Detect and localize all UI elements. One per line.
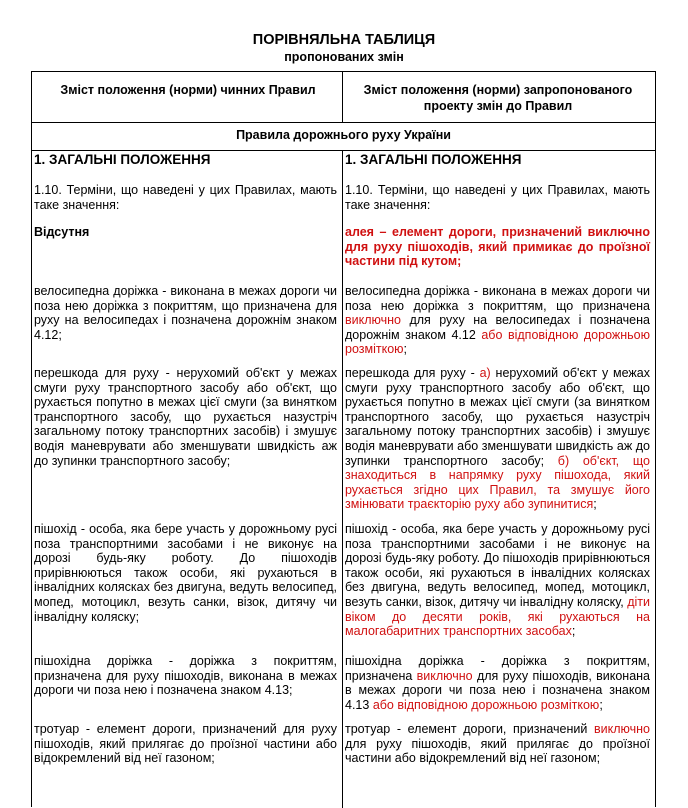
obstacle-added-b: б) об'єкт, що знаходиться в напрямку руху пішохода, який рухається згідно цих Правил, та змушує його змінювати траєкторію руху або зупинитися [345,453,650,512]
left-cell-footpath: пішохідна доріжка - доріжка з покриттям, призначена для руху пішоходів, виконана в межах дороги чи поза нею і позначена знаком 4.13; [34,654,337,698]
bicycle-path-added-exclusive: виключно [345,313,401,328]
right-cell-terms-intro: 1.10. Терміни, що наведені у цих Правилах, мають таке значення: [345,183,650,212]
left-cell-pedestrian: пішохід - особа, яка бере участь у дорожньому русі поза транспортними засобами і не виконує на дорозі будь-яку роботу. До пішоходів прирівнюються також особи, які рухаються в інвалідних колясках без двигуна, ведуть велосипед, мопед, мотоцикл, везуть санки, візок, дитячу чи інвалідну коляску; [34,522,337,624]
bicycle-path-added-marking: або відповідною дорожньою розміткою [345,327,650,357]
left-cell-bicycle-path: велосипедна доріжка - виконана в межах дороги чи поза нею доріжка з покриттям, що призначена для руху на велосипедах і позначена дорожнім знаком 4.12; [34,284,337,342]
right-cell-alley-definition: алея – елемент дороги, призначений виключно для руху пішоходів, який примикає до проїзної частини під кутом; [345,225,650,269]
right-cell-obstacle: перешкода для руху - а) нерухомий об'єкт у межах смуги руху транспортного засобу або об'єкт, що рухається попутно в межах цієї смуги (за винятком транспортного засобу, що рухається назустріч загальному потоку транспортних засобів) і змушує водія маневрувати або зменшувати швидкість аж до зупинки транспортного засобу; б) об'єкт, що знаходиться в напрямку руху пішохода, який рухається згідно цих Правил, та змушує його змінювати траєкторію руху або зупинитися; [345,366,650,512]
header-proposed-changes: Зміст положення (норми) запропонованого проекту змін до Правил [363,83,633,113]
pedestrian-added-children: діти віком до десяти років, які рухаються на малогабаритних транспортних засобах [345,594,650,639]
left-cell-obstacle: перешкода для руху - нерухомий об'єкт у межах смуги руху транспортного засобу або об'єкт, що рухається попутно в межах цієї смуги (за винятком транспортного засобу, що рухається назустріч загальному потоку транспортних засобів) і змушує водія маневрувати або зменшувати швидкість аж до зупинки транспортного засобу; [34,366,337,468]
left-cell-sidewalk: тротуар - елемент дороги, призначений для руху пішоходів, який прилягає до проїзної частини або відокремлений від неї газоном; [34,722,337,766]
document-subtitle: пропонованих змін [284,50,404,64]
column-divider [342,150,343,808]
header-current-rules: Зміст положення (норми) чинних Правил [60,83,316,97]
header-bottom-line [32,122,655,123]
section-title: Правила дорожнього руху України [236,128,451,142]
left-cell-terms-intro: 1.10. Терміни, що наведені у цих Правилах, мають таке значення: [34,183,337,212]
right-cell-sidewalk: тротуар - елемент дороги, призначений виключно для руху пішоходів, який прилягає до проїзної частини або відокремлений від неї газоном; [345,722,650,766]
header-divider [342,72,343,122]
sidewalk-added-exclusive: виключно [594,722,650,736]
footpath-added-marking: або відповідною дорожньою розміткою [372,697,600,712]
obstacle-added-a: а) [479,366,491,380]
right-cell-footpath: пішохідна доріжка - доріжка з покриттям, призначена виключно для руху пішоходів, виконана в межах дороги чи поза нею і позначена знаком 4.13 або відповідною дорожньою розміткою; [345,654,651,712]
chapter-title-right: 1. ЗАГАЛЬНІ ПОЛОЖЕННЯ [345,152,522,167]
left-cell-alley-absent: Відсутня [34,225,90,239]
chapter-title-left: 1. ЗАГАЛЬНІ ПОЛОЖЕННЯ [34,152,211,167]
comparison-table [31,71,656,807]
right-cell-pedestrian: пішохід - особа, яка бере участь у дорожньому русі поза транспортними засобами і не виконує на дорозі будь-яку роботу. До пішоходів прирівнюються також особи, які рухаються в інвалідних колясках без двигуна, ведуть велосипед, мопед, мотоцикл, везуть санки, візок, дитячу чи інвалідну коляску, діти віком до десяти років, які рухаються на малогабаритних транспортних засобах; [345,522,650,639]
footpath-added-exclusive: виключно [416,668,473,683]
section-bottom-line [32,150,655,151]
right-cell-bicycle-path: велосипедна доріжка - виконана в межах дороги чи поза нею доріжка з покриттям, що призначена виключно для руху на велосипедах і позначена дорожнім знаком 4.12 або відповідною дорожньою розміткою; [345,284,650,357]
document-title: ПОРІВНЯЛЬНА ТАБЛИЦЯ [252,32,436,48]
